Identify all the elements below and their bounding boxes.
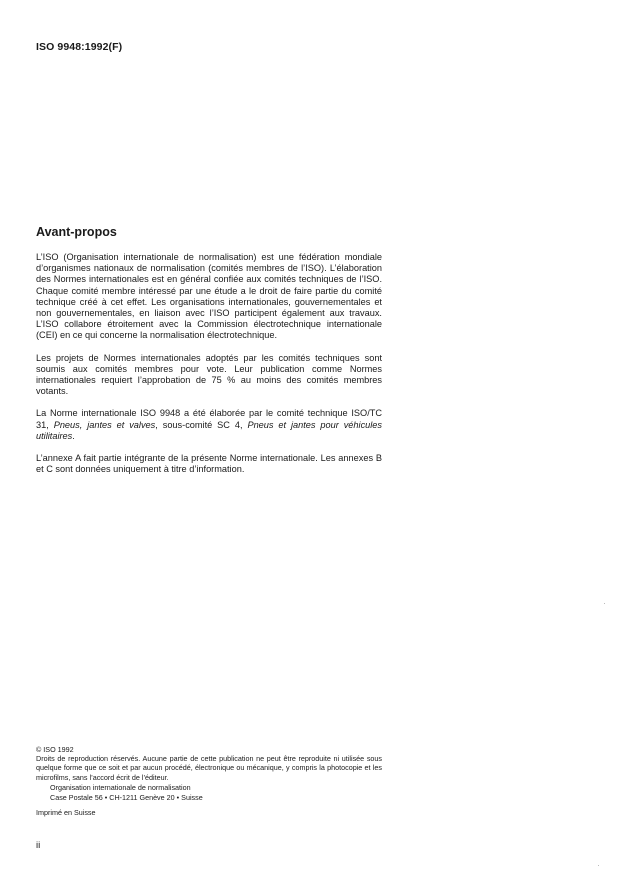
paragraph-iso-organisation: L’ISO (Organisation internationale de normalisation) est une fédération mondiale d’organismes nationaux de normalisation (comités membres de l’ISO). L’élaboration des Normes internationales est en général confiée aux comités techniques de l’ISO. Chaque comité membre intéressé par une étude a le droit de faire partie du comité technique créé à cet effet. Les organisations internationales, gouvernementales et non gouvernementales, en liaison avec l’ISO participent également aux travaux. L’ISO collabore étroitement avec la Commission électrotechnique internationale (CEI) en ce qui concerne la normalisation électrotechnique. xyxy=(36,252,382,341)
paragraph-draft-standards: Les projets de Normes internationales adoptés par les comités techniques sont soumis aux comités membres pour vote. Leur publication comme Normes internationales requiert l’approbation de 75 % au moins des comités membres votants. xyxy=(36,352,382,397)
page-number: ii xyxy=(36,840,41,851)
section-title: Avant-propos xyxy=(36,225,117,239)
tc-text-part3: . xyxy=(72,430,75,441)
copyright-rights: Droits de reproduction réservés. Aucune partie de cette publication ne peut être reproduite ni utilisée sous quelque forme que ce soit et par aucun procédé, électronique ou mécanique, y compris la photocopie et les microfilms, sans l’accord écrit de l’éditeur. xyxy=(36,754,382,782)
copyright-address: Case Postale 56 • CH-1211 Genève 20 • Suisse xyxy=(50,793,203,803)
scan-speck xyxy=(598,865,599,866)
paragraph-annexes: L’annexe A fait partie intégrante de la présente Norme internationale. Les annexes B et C sont données uniquement à titre d’information. xyxy=(36,453,382,475)
foreword-body xyxy=(36,252,382,486)
scan-speck xyxy=(604,603,605,604)
tc-text-part2: , sous-comité SC 4, xyxy=(155,419,248,430)
sc-title: Pneus et jantes pour véhicules utilitaires xyxy=(36,419,383,441)
printed-in: Imprimé en Suisse xyxy=(36,808,96,818)
copyright-block xyxy=(36,745,382,817)
copyright-organisation: Organisation internationale de normalisation xyxy=(50,782,191,792)
copyright-line: © ISO 1992 xyxy=(36,745,74,754)
tc-text-part1: La Norme internationale ISO 9948 a été élaborée par le comité technique ISO/TC 31, xyxy=(36,408,382,430)
page-header-standard-id: ISO 9948:1992(F) xyxy=(36,41,123,53)
tc-title: Pneus, jantes et valves xyxy=(53,419,156,430)
paragraph-technical-committee xyxy=(36,408,382,442)
